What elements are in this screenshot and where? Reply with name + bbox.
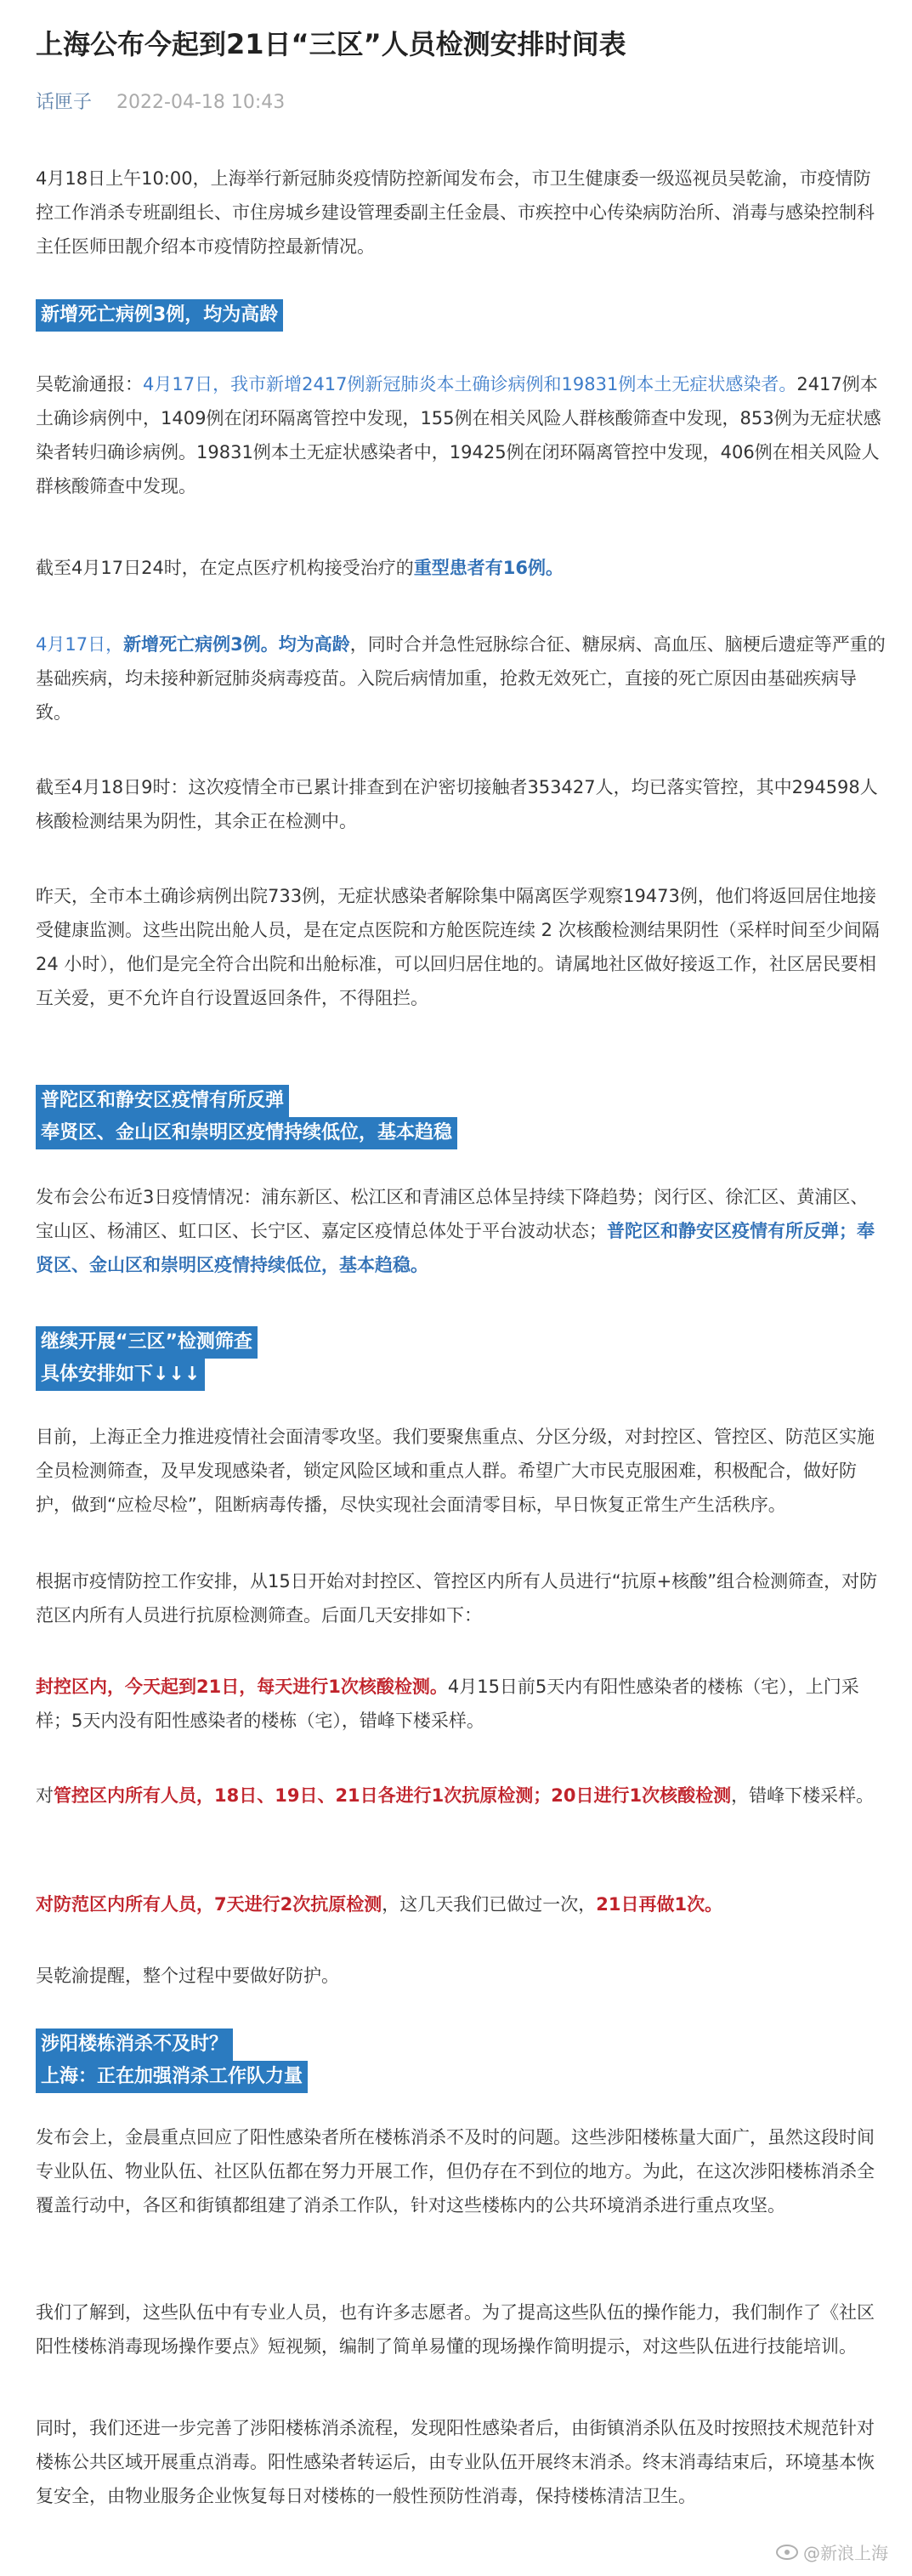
paragraph-goal: 目前，上海正全力推进疫情社会面清零攻坚。我们要聚焦重点、分区分级，对封控区、管控区、防范区实施全员检测筛查，及早发现感染者，锁定风险区域和重点人群。希望广大市民克服困难，积极配合，做好防护，做到“应检尽检”，阻断病毒传播，尽快实现社会面清零目标，早日恢复正常生产生活秩序。	[36, 1427, 875, 1515]
paragraph-districts	[36, 1180, 886, 1282]
paragraph-control-zone	[36, 1779, 886, 1813]
prevention-zone-text: ，这几天我们已做过一次，	[382, 1894, 597, 1915]
highlight-line: 奉贤区、金山区和崇明区疫情持续低位，基本趋稳	[36, 1117, 457, 1149]
paragraph-reminder: 吴乾渝提醒，整个过程中要做好防护。	[36, 1966, 339, 1986]
sealed-zone-highlight: 封控区内，今天起到21日，每天进行1次核酸检测。	[36, 1677, 448, 1697]
author-link[interactable]: 话匣子	[36, 92, 93, 113]
districts-highlight: 普陀区和静安区疫情有所反弹；奉贤区、金山区和崇明区疫情持续低位，基本趋稳。	[36, 1221, 875, 1275]
prevention-zone-highlight: 对防范区内所有人员，7天进行2次抗原检测	[36, 1894, 382, 1915]
highlight-line: 继续开展“三区”检测筛查	[36, 1326, 258, 1359]
control-zone-prefix: 对	[36, 1785, 54, 1806]
highlight-heading-testing	[36, 1326, 258, 1391]
paragraph-process: 同时，我们还进一步完善了涉阳楼栋消杀流程，发现阳性感染者后，由街镇消杀队伍及时按照技术规范针对楼栋公共区域开展重点消毒。阳性感染者转运后，由专业队伍开展终末消杀。终末消毒结束后，环境基本恢复安全，由物业服务企业恢复每日对楼栋的一般性预防性消毒，保持楼栋清洁卫生。	[36, 2418, 875, 2506]
prevention-zone-date: 21日再做1次。	[596, 1894, 723, 1915]
paragraph-discharge: 昨天，全市本土确诊病例出院733例，无症状感染者解除集中隔离医学观察19473例，他们将返回居住地接受健康监测。这些出院出舱人员，是在定点医院和方舱医院连续 2 次核酸检测结果阴性（采样时间至少间隔 24 小时），他们是完全符合出院和出舱标准，可以回归居住地的。请属地社区做好接返工作，社区居民要相互关爱，更不允许自行设置返回条件，不得阻拦。	[36, 886, 880, 1008]
deaths-highlight: 新增死亡病例3例。均为高龄	[123, 634, 350, 655]
paragraph-cases	[36, 367, 886, 503]
paragraph-severe	[36, 551, 886, 585]
highlight-line: 上海：正在加强消杀工作队力量	[36, 2061, 308, 2093]
highlight-line: 新增死亡病例3例，均为高龄	[36, 299, 283, 332]
paragraph-sealed-zone	[36, 1670, 886, 1738]
speaker-label: 吴乾渝通报：	[36, 374, 143, 394]
paragraph-prevention-zone	[36, 1887, 886, 1921]
highlight-line: 普陀区和静安区疫情有所反弹	[36, 1085, 289, 1117]
highlight-heading-districts	[36, 1085, 457, 1149]
highlight-line: 涉阳楼栋消杀不及时？	[36, 2028, 233, 2061]
severe-text: 截至4月17日24时，在定点医疗机构接受治疗的	[36, 558, 414, 578]
deaths-detail: ，同时合并急性冠脉综合征、糖尿病、高血压、脑梗后遗症等严重的基础疾病，均未接种新冠肺炎病毒疫苗。入院后病情加重，抢救无效死亡，直接的死亡原因由基础疾病导致。	[36, 634, 886, 723]
districts-text: 发布会公布近3日疫情情况：浦东新区、松江区和青浦区总体呈持续下降趋势；闵行区、徐汇区、黄浦区、宝山区、杨浦区、虹口区、长宁区、嘉定区疫情总体处于平台波动状态；	[36, 1187, 869, 1241]
paragraph-disinfection-response: 发布会上，金晨重点回应了阳性感染者所在楼栋消杀不及时的问题。这些涉阳楼栋量大面广，虽然这段时间专业队伍、物业队伍、社区队伍都在努力开展工作，但仍存在不到位的地方。为此，在这次涉阳楼栋消杀全覆盖行动中，各区和街镇都组建了消杀工作队，针对这些楼栋内的公共环境消杀进行重点攻坚。	[36, 2127, 875, 2216]
paragraph-intro: 4月18日上午10:00，上海举行新冠肺炎疫情防控新闻发布会，市卫生健康委一级巡视员吴乾渝，市疫情防控工作消杀专班副组长、市住房城乡建设管理委副主任金晨、市疾控中心传染病防治所、消毒与感染控制科主任医师田靓介绍本市疫情防控最新情况。	[36, 168, 875, 257]
deaths-date: 4月17日，	[36, 634, 124, 655]
paragraph-training: 我们了解到，这些队伍中有专业人员，也有许多志愿者。为了提高这些队伍的操作能力，我们制作了《社区阳性楼栋消毒现场操作要点》短视频，编制了简单易懂的现场操作简明提示，对这些队伍进行技能培训。	[36, 2302, 875, 2357]
highlight-heading-deaths	[36, 299, 283, 332]
paragraph-plan: 根据市疫情防控工作安排，从15日开始对封控区、管控区内所有人员进行“抗原+核酸”组合检测筛查，对防范区内所有人员进行抗原检测筛查。后面几天安排如下：	[36, 1571, 878, 1626]
article-meta	[36, 90, 285, 116]
severe-highlight: 重型患者有16例。	[413, 558, 564, 578]
highlight-line: 具体安排如下↓↓↓	[36, 1359, 205, 1391]
control-zone-suffix: ，错峰下楼采样。	[731, 1785, 875, 1806]
paragraph-deaths	[36, 627, 886, 729]
watermark-text: @新浪上海	[803, 2543, 888, 2563]
weibo-eye-icon	[776, 2545, 798, 2560]
cases-detail: 2417例本土确诊病例中，1409例在闭环隔离管控中发现，155例在相关风险人群核酸筛查中发现，853例为无症状感染者转归确诊病例。19831例本土无症状感染者中，19425例在闭环隔离管控中发现，406例在相关风险人群核酸筛查中发现。	[36, 374, 881, 496]
article-title: 上海公布今起到21日“三区”人员检测安排时间表	[36, 28, 626, 60]
sealed-zone-detail: 4月15日前5天内有阳性感染者的楼栋（宅），上门采样；5天内没有阳性感染者的楼栋（宅），错峰下楼采样。	[36, 1677, 859, 1731]
highlight-heading-disinfection	[36, 2028, 308, 2093]
publish-time: 2022-04-18 10:43	[116, 92, 286, 113]
watermark	[776, 2539, 888, 2564]
cases-highlight: 4月17日，我市新增2417例新冠肺炎本土确诊病例和19831例本土无症状感染者。	[143, 374, 797, 394]
paragraph-contacts: 截至4月18日9时：这次疫情全市已累计排查到在沪密切接触者353427人，均已落实管控，其中294598人核酸检测结果为阴性，其余正在检测中。	[36, 777, 878, 831]
control-zone-highlight: 管控区内所有人员，18日、19日、21日各进行1次抗原检测；20日进行1次核酸检测	[54, 1785, 732, 1806]
